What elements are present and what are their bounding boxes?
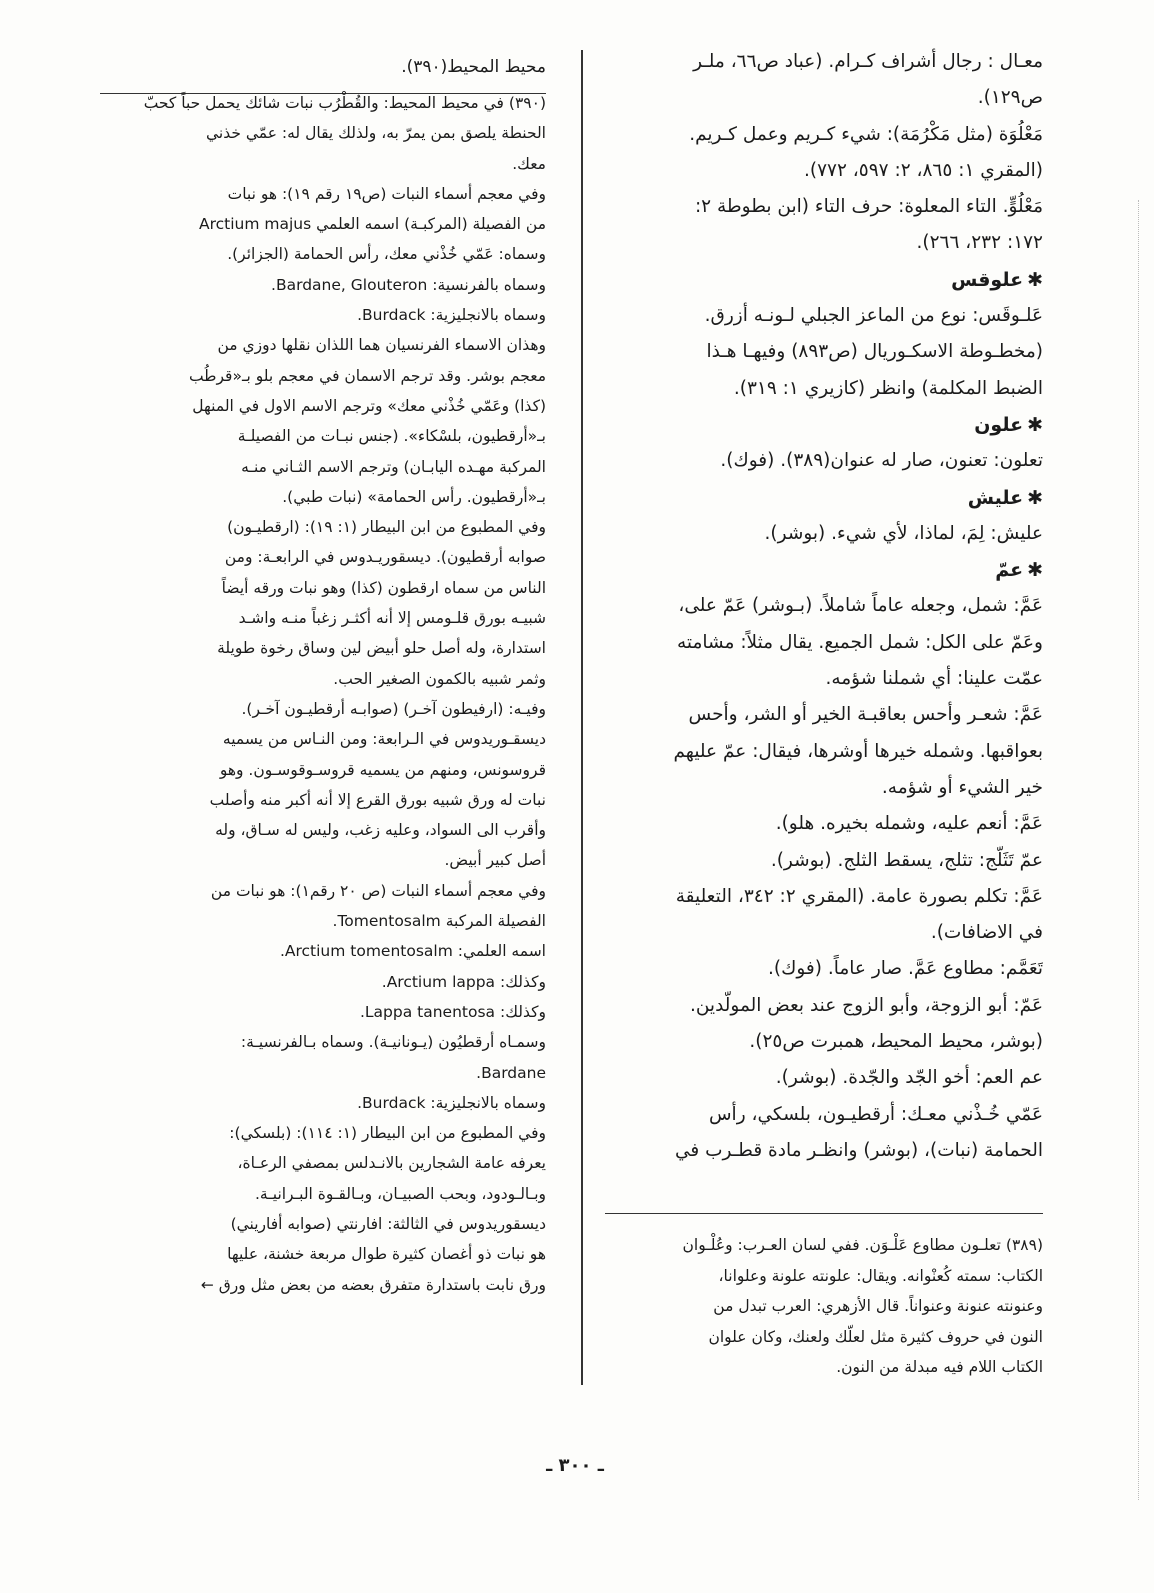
asterisk-icon: ✱ [1027, 559, 1043, 582]
footnote-line: النون في حروف كثيرة مثل لعلّك ولعنك، وكان علوان [708, 1327, 1043, 1346]
footnote-line: صوابه أرقطيون). ديسقوريـدوس في الرابعـة: ومن [224, 548, 546, 567]
entry-line: عَمَّ: أنعم عليه، وشمله بخيره. هلو). [775, 813, 1043, 835]
asterisk-icon: ✱ [1027, 486, 1043, 509]
entry-line: تَعَمَّم: مطاوع عَمَّ. صار عاماً. (فوك). [768, 958, 1043, 980]
entry-line: معـال : رجال أشراف كـرام. (عباد ص٦٦، ملـر [693, 51, 1043, 72]
footnote-line: استدارة، وله أصل حلو أبيض لين وساق رخوة طويلة [217, 639, 546, 658]
footnote-line: نبات له ورق شبيه بورق القرع إلا أنه أكبر منه وأصلب [209, 790, 546, 809]
footnote-line: وهذان الاسماء الفرنسيان هما اللذان نقلها دوزي من [217, 336, 546, 355]
footnote-line: وفي معجم أسماء النبات (ص ٢٠ رقم١): هو نبات من [210, 881, 546, 900]
entry-line: عَمَّ: شمل، وجعله عاماً شاملاً. (بـوشر) عَمّ على، [678, 595, 1043, 617]
entry-line: عَمَّ: شعـر وأحس بعاقبـة الخير أو الشر، وأحس [688, 704, 1043, 726]
footnote-line: ديسقـوريدوس في الـرابعة: ومن النـاس من يسميه [222, 730, 546, 749]
left-column-body [100, 88, 546, 1300]
footnote-line: يعرفه عامة الشجارين بالانـدلس بمصفي الرعـاة، [237, 1154, 546, 1173]
footnote-line: بـ«أرقطيون. رأس الحمامة» (نبات طبي). [282, 487, 546, 506]
entry-line: عَمّي خُـذْني معـك: أرقطيـون، بلسكي، رأس [708, 1103, 1043, 1125]
footnote-line: قروسونس، ومنهم من يسميه قروسـوقوسـون. وهو [219, 760, 546, 779]
footnote-line: المركبة مهـده اليابـان) وترجم الاسم الثـاني منـه [241, 457, 546, 476]
entry-line: (المقري ١: ٨٦٥، ٢: ٥٩٧، ٧٧٢). [803, 159, 1043, 181]
footnote-line: وفي المطبوع من ابن البيطار (١: ١١٤): (بلسكي): [229, 1124, 546, 1143]
footnote-line: أصل كبير أبيض. [444, 851, 546, 870]
footnote-line: وفيـه: (ارفيطون آخـر) (صوابـه أرقطيـون آخـر). [241, 699, 546, 718]
footnote-line: وكذلك: Arctium lappa. [381, 972, 546, 991]
footnote-line: وسمـاه أرقطيُون (يـونانيـة). وسماه بـالفرنسيـة: [240, 1033, 546, 1052]
footnote-line: وسماه بالانجليزية: Burdack. [357, 306, 546, 325]
entry-line: ص١٢٩). [977, 87, 1043, 109]
footnote-line: اسمه العلمي: Arctium tomentosalm. [279, 942, 546, 961]
footnote-line: Bardane. [476, 1063, 546, 1082]
entry-line: تعلون: تعنون، صار له عنوان(٣٨٩). (فوك). [720, 450, 1043, 472]
footnote-line: وفي المطبوع من ابن البيطار (١: ١٩): (ارقطيـون) [227, 518, 546, 537]
entry-line: الضبط المكلمة) وانظر (كازيري ١: ٣١٩). [733, 377, 1043, 399]
entry-line: بعواقبها. وشمله خيرها أوشرها، فيقال: عمّ عليهم [673, 740, 1043, 762]
asterisk-icon: ✱ [1027, 413, 1043, 436]
footnote-line: الكتاب اللام فيه مبدلة من النون. [836, 1358, 1043, 1376]
section-heading [603, 262, 1043, 298]
entry-line: في الاضافات). [930, 922, 1043, 944]
footnote-line: وفي معجم أسماء النبات (ص١٩ رقم ١٩): هو نبات [227, 184, 546, 203]
footnote-line: الناس من سماه ارقطون (كذا) وهو نبات ورقه أيضاً [221, 578, 546, 597]
entry-line: (مخطـوطة الاسكـوريال (ص٨٩٣) وفيهـا هـذا [706, 341, 1043, 363]
footnote-line: وعنونته عنونة وعنواناً. قال الأزهري: العرب تبدل من [713, 1297, 1043, 1315]
entry-line: عَمّ: أبو الزوجة، وأبو الزوج عند بعض المولّدين. [689, 994, 1043, 1016]
footnote-line: وثمر شبيه بالكمون الصغير الحب. [333, 669, 546, 688]
right-column [603, 44, 1043, 1169]
section-heading [603, 552, 1043, 588]
footnote-line: وبـالـودود، وبحب الصبيـان، وبـالقـوة البـرانيـة. [254, 1184, 546, 1203]
footnote-line: وسماه بالانجليزية: Burdack. [357, 1093, 546, 1112]
footnote-line: بـ«أرقطيون، بلسْكاء». (جنس نبـات من الفصيلـة [237, 427, 546, 446]
entry-line: وعَمّ على الكل: شمل الجميع. يقال مثلاً: مشامته [676, 631, 1043, 653]
footnote-line: ديسقوريدوس في الثالثة: افارنتي (صوابه أفاريني) [230, 1214, 546, 1233]
section-heading [603, 407, 1043, 443]
right-footnotes [605, 1230, 1043, 1383]
left-column-footnotes [100, 52, 546, 1300]
footnote-line: وأقرب الى السواد، وعليه زغب، وليس له سـاق، وله [215, 821, 546, 840]
section-heading-text: عليش [967, 486, 1024, 509]
column-divider [581, 50, 583, 1385]
footnote-line: (٣٩٠) في محيط المحيط: والقُطْرُب نبات شائك يحمل حباً كحبّ [143, 94, 546, 112]
entry-line: عَمَّ: تكلم بصورة عامة. (المقري ٢: ٣٤٢، التعليقة [675, 885, 1043, 907]
entry-line: عَلـوقَس: نوع من الماعز الجبلي لـونـه أزرق. [704, 305, 1043, 327]
footnote-line: وسماه بالفرنسية: Bardane, Glouteron. [271, 275, 546, 294]
section-heading [603, 480, 1043, 516]
footnote-line: معجم بوشر. وقد ترجم الاسمان في معجم بلو بـ«قرطُب [188, 366, 546, 385]
running-head: محيط المحيط(٣٩٠). [401, 57, 546, 77]
footnote-line: وسماه: عَمّي خُذْني معك، رأس الحمامة (الجزائر). [227, 245, 546, 264]
entry-line: ١٧٢: ٢٣٢، ٢٦٦). [916, 232, 1043, 254]
footnote-line: من الفصيلة (المركبـة) اسمه العلمي Arctium majus [199, 215, 546, 234]
section-heading-text: علون [974, 413, 1024, 436]
footnote-line: ورق نابت باستدارة متفرق بعضه من بعض مثل ورق ← [200, 1275, 546, 1294]
footnote-rule [605, 1213, 1043, 1214]
footnote-line: هو نبات ذو أغصان كثيرة طوال مربعة خشنة، عليها [227, 1245, 546, 1264]
footnote-line: الكتاب: سمته كُعنْوانه. ويقال: علونته علونة وعلوانا، [718, 1266, 1043, 1285]
entry-line: مَعْلُوَة (مثل مَكْرُمَة): شيء كـريم وعمل كـريم. [689, 123, 1043, 145]
footnote-line: معك. [512, 154, 546, 173]
footnote-line: (كذا) وعَمّي خُذْني معك» وترجم الاسم الاول في المنهل [192, 396, 546, 415]
section-heading-text: علوقس [951, 268, 1024, 291]
entry-line: الحمامة (نبات)، (بوشر) وانظـر مادة قطـرب في [674, 1139, 1043, 1161]
asterisk-icon: ✱ [1027, 268, 1043, 291]
entry-line: عمّت علينا: أي شملنا شؤمه. [825, 668, 1043, 690]
entry-line: عمّ تَثَلّج: تثلج، يسقط الثلج. (بوشر). [770, 849, 1043, 871]
footnote-line: شبيـه بورق قلـومس إلا أنه أكثـر زغباً منـه واشـد [238, 609, 546, 628]
page-number: ـ ٣٠٠ ـ [546, 1455, 604, 1476]
entry-line: مَعْلُوٍّ. التاء المعلوة: حرف التاء (ابن بطوطة ٢: [694, 196, 1043, 218]
entry-line: (بوشر، محيط المحيط، همبرت ص٢٥). [749, 1031, 1043, 1053]
footnote-line: الحنطة يلصق بمن يمرّ به، ولذلك يقال له: عمّي خذني [205, 124, 546, 143]
entry-line: عليش: لِمَ، لماذا، لأي شيء. (بوشر). [764, 522, 1043, 544]
footnote-line: الفصيلة المركبة Tomentosalm. [332, 912, 546, 931]
section-heading-text: عمّ [995, 559, 1024, 582]
footnote-line: (٣٨٩) تعلـون مطاوع عَلْـوَن. ففي لسان العـرب: وعُلْـوان [682, 1236, 1043, 1254]
entry-line: عم العم: أخو الجّد والجّدة. (بوشر). [775, 1067, 1043, 1089]
scan-edge [1138, 200, 1140, 1500]
entry-line: خير الشيء أو شؤمه. [881, 776, 1043, 798]
footnote-line: وكذلك: Lappa tanentosa. [359, 1002, 546, 1021]
